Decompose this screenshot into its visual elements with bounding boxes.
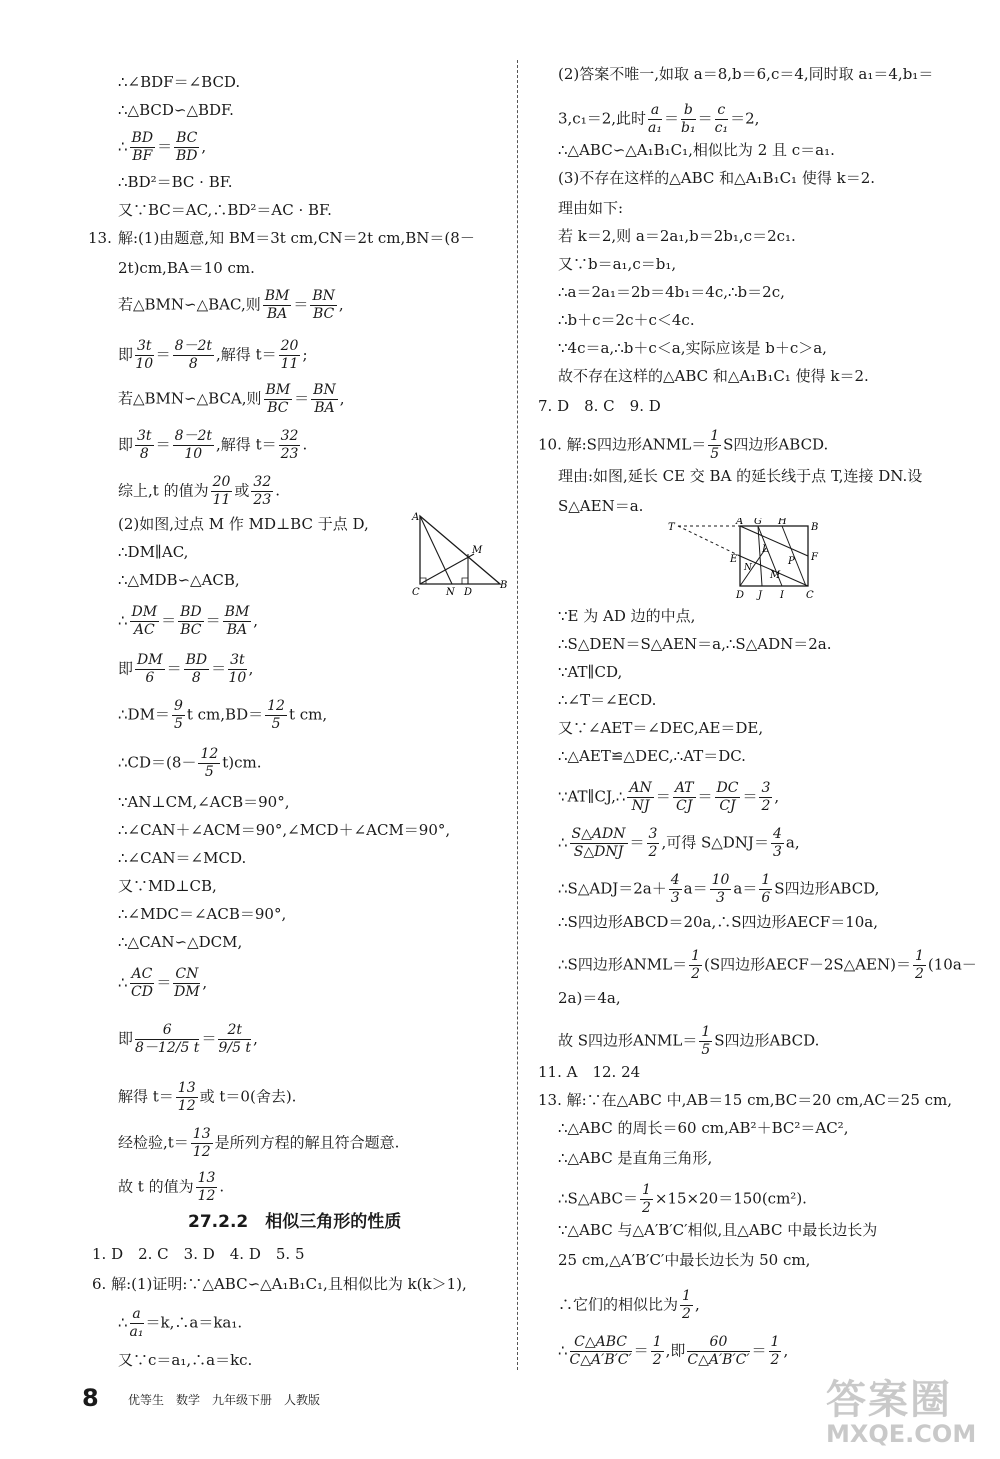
text-line: 2t)cm,BA＝10 cm. [118, 259, 255, 277]
text-line: ∴△ABC∽△A₁B₁C₁,相似比为 2 且 c＝a₁. [558, 141, 835, 159]
text-line: 13. 解:∵在△ABC 中,AB＝15 cm,BC＝20 cm,AC＝25 cm, [538, 1091, 953, 1109]
watermark-url: MXQE.COM [826, 1420, 977, 1448]
text-line: 又∵c＝a₁,∴a＝kc. [118, 1351, 253, 1369]
label-b: B [811, 522, 819, 533]
equation-line: 若△BMN∽△BAC,则 $\frac{BM}{BA}$ ＝ $\frac{BN}{BC}$ , [118, 288, 344, 322]
equation-line: ∴ $\frac{a}{\text{a₁}}$ ＝k,∴a＝ka₁. [118, 1306, 243, 1340]
text-line: 若 k＝2,则 a＝2a₁,b＝2b₁,c＝2c₁. [558, 227, 796, 245]
text-line: ∴∠CAN＋∠ACM＝90°,∠MCD＋∠ACM＝90°, [118, 821, 451, 839]
text-line: ∵AT∥CD, [558, 663, 623, 681]
text-line: ∵E 为 AD 边的中点, [558, 607, 696, 625]
label-n: N [446, 587, 455, 598]
label-g: G [754, 518, 762, 527]
text-line: 6. 解:(1)证明:∵△ABC∽△A₁B₁C₁,且相似比为 k(k＞1), [92, 1275, 467, 1293]
equation-line: 3,c₁＝2,此时 $\frac{a}{\text{a₁}}$ ＝ $\frac{b}{\text{b₁}}$ ＝ $\frac{c}{\text{c₁}}$ ＝2, [558, 102, 760, 136]
equation-line: 若△BMN∽△BCA,则 $\frac{BM}{BC}$ ＝ $\frac{BN}{BA}$ , [118, 382, 345, 416]
label-d: D [736, 590, 745, 600]
text-line: 又∵MD⊥CB, [118, 877, 217, 895]
text-line: ∴∠BDF＝∠BCD. [118, 73, 241, 91]
text-line: 25 cm,△A′B′C′中最长边长为 50 cm, [558, 1251, 811, 1269]
label-j: J [758, 590, 763, 600]
question-number: 13. [88, 229, 112, 247]
text-line: ∴△CAN∽△DCM, [118, 933, 243, 951]
label-m: M [472, 545, 483, 556]
text-line: (2)答案不唯一,如取 a＝8,b＝6,c＝4,同时取 a₁＝4,b₁＝ [558, 65, 934, 83]
text-line: ∴∠T＝∠ECD. [558, 691, 657, 709]
text-line: ∴△MDB∽△ACB, [118, 571, 240, 589]
text-line: 又∵b＝a₁,c＝b₁, [558, 255, 677, 273]
text-line: ∴∠MDC＝∠ACB＝90°, [118, 905, 287, 923]
text-line: ∴BD²＝BC · BF. [118, 173, 233, 191]
text-line: 理由如下: [558, 199, 624, 217]
label-p: P [788, 556, 795, 567]
page-number: 8 [82, 1384, 99, 1412]
book-info: 优等生 数学 九年级下册 人教版 [128, 1393, 321, 1407]
label-a: A [736, 518, 744, 527]
equation-line: ∴S四边形ANML＝ $\frac{1}{2}$ (S四边形AECF－2S△AEN)＝ $\frac{1}{2}$ (10a－ [558, 948, 977, 982]
label-f: F [811, 552, 818, 563]
label-n: N [744, 563, 752, 573]
text-line: 2a)＝4a, [558, 989, 621, 1007]
equation-line: ∴它们的相似比为 $\frac{1}{2}$ , [558, 1288, 700, 1322]
label-e: E [730, 554, 738, 565]
text-line: (2)如图,过点 M 作 MD⊥BC 于点 D, [118, 515, 369, 533]
text-line: ∵AN⊥CM,∠ACB＝90°, [118, 793, 290, 811]
text-line: 7. D 8. C 9. D [538, 397, 661, 415]
text-line: ∴△ABC 的周长＝60 cm,AB²＋BC²＝AC², [558, 1119, 849, 1137]
text-line: ∵△ABC 与△A′B′C′相似,且△ABC 中最长边长为 [558, 1221, 878, 1239]
text-line: 解:(1)由题意,知 BM＝3t cm,CN＝2t cm,BN＝(8－ [118, 229, 475, 247]
text-line: ∴S四边形ABCD＝20a,∴S四边形AECF＝10a, [558, 913, 878, 931]
text-line: 又∵BC＝AC,∴BD²＝AC · BF. [118, 201, 332, 219]
text-line: 又∵∠AET＝∠DEC,AE＝DE, [558, 719, 764, 737]
text-line: 1. D 2. C 3. D 4. D 5. 5 [92, 1245, 305, 1263]
equation-line: ∴S△ADJ＝2a＋ $\frac{4}{3}$ a＝ $\frac{10}{3}$ a＝ $\frac{1}{6}$ S四边形ABCD, [558, 872, 880, 906]
fraction: $\frac{BD}{BF}$ [131, 130, 154, 164]
equation-line: 综上,t 的值为 $\frac{20}{11}$ 或 $\frac{32}{23}$ . [118, 474, 281, 508]
text-line: 理由:如图,延长 CE 交 BA 的延长线于点 T,连接 DN.设 [558, 467, 923, 485]
text-line: ∴b＋c＝2c＋c＜4c. [558, 311, 695, 329]
equation-line: 故 t 的值为 $\frac{13}{12}$ . [118, 1170, 225, 1204]
text-line: ∵4c＝a,∴b＋c＜a,实际应该是 b＋c＞a, [558, 339, 827, 357]
text-line: 11. A 12. 24 [538, 1063, 641, 1081]
watermark-logo: 答案圈 [826, 1377, 952, 1423]
fraction: $\frac{BC}{BD}$ [175, 130, 198, 164]
equation-line: ∴ $\frac{DM}{AC}$ ＝ $\frac{BD}{BC}$ ＝ $\frac{BM}{BA}$ , [118, 604, 259, 638]
label-i: I [780, 590, 784, 600]
text-line: ∴△BCD∽△BDF. [118, 101, 234, 119]
label-a: A [412, 512, 420, 523]
section-title: 27.2.2 相似三角形的性质 [188, 1212, 402, 1232]
equation-line: ∴ $\frac{BD}{BF}$ ＝ $\frac{BC}{BD}$ , [118, 130, 207, 164]
text-line: ∴△AET≌△DEC,∴AT＝DC. [558, 747, 746, 765]
text-line: ∴S△DEN＝S△AEN＝a,∴S△ADN＝2a. [558, 635, 832, 653]
triangle-figure [406, 508, 510, 598]
equation-line: 即 $\frac{3t}{8}$ ＝ $\frac{8-2t}{10}$ ,解得 t＝ $\frac{32}{23}$ . [118, 428, 308, 462]
equation-line: 故 S四边形ANML＝ $\frac{1}{5}$ S四边形ABCD. [558, 1024, 820, 1058]
label-m: M [770, 570, 781, 581]
equation-line: ∴S△ABC＝ $\frac{1}{2}$ ×15×20＝150(cm²). [558, 1182, 807, 1216]
text-line: ∴a＝2a₁＝2b＝4b₁＝4c,∴b＝2c, [558, 283, 785, 301]
equation-line: ∴CD＝(8－ $\frac{12}{5}$ t)cm. [118, 746, 262, 780]
equation-line: ∵AT∥CJ,∴ $\frac{AN}{NJ}$ ＝ $\frac{AT}{CJ}$ ＝ $\frac{DC}{CJ}$ ＝ $\frac{3}{2}$ , [558, 780, 780, 814]
equation-line: 即 $\frac{3t}{10}$ ＝ $\frac{8-2t}{8}$ ,解得 t＝ $\frac{20}{11}$ ; [118, 338, 308, 372]
text-line: 故不存在这样的△ABC 和△A₁B₁C₁ 使得 k＝2. [558, 367, 869, 385]
equation-line: ∴ $\frac{\text{C△ABC}}{C\triangle A'B'C'}$ ＝ $\frac{1}{2}$ ,即 $\frac{60}{C\triangle A'B'C'}$ ＝ $\frac{1}{2}$ , [558, 1334, 789, 1368]
label-b: B [500, 580, 508, 591]
text-line: ∴∠CAN＝∠MCD. [118, 849, 247, 867]
equation-line: ∴ $\frac{\text{S△ADN}}{\text{S△DNJ}}$ ＝ $\frac{3}{2}$ ,可得 S△DNJ＝ $\frac{4}{3}$ a, [558, 826, 800, 860]
equation-line: 解得 t＝ $\frac{13}{12}$ 或 t＝0(舍去). [118, 1080, 297, 1114]
label-l: L [762, 544, 769, 555]
column-divider [517, 60, 518, 1370]
label-c: C [806, 590, 814, 600]
text-line: (3)不存在这样的△ABC 和△A₁B₁C₁ 使得 k＝2. [558, 169, 876, 187]
equation-line: 即 $\frac{6}{8-12/5 t}$ ＝ $\frac{2t}{9/5 t}$ , [118, 1022, 258, 1056]
equation-line: 10. 解:S四边形ANML＝ $\frac{1}{5}$ S四边形ABCD. [538, 428, 829, 462]
text-line: ∴△ABC 是直角三角形, [558, 1149, 713, 1167]
text-line: ∴DM∥AC, [118, 543, 189, 561]
text-line: S△AEN＝a. [558, 497, 644, 515]
label-c: C [412, 587, 420, 598]
rectangle-figure [666, 518, 846, 600]
equation-line: ∴DM＝ $\frac{9}{5}$ t cm,BD＝ $\frac{12}{5}$ t cm, [118, 698, 328, 732]
equation-line: 即 $\frac{DM}{6}$ ＝ $\frac{BD}{8}$ ＝ $\frac{3t}{10}$ , [118, 652, 254, 686]
label-t: T [668, 522, 675, 533]
label-h: H [778, 518, 787, 527]
label-d: D [464, 587, 473, 598]
equation-line: ∴ $\frac{AC}{CD}$ ＝ $\frac{CN}{DM}$ , [118, 966, 208, 1000]
equation-line: 经检验,t＝ $\frac{13}{12}$ 是所列方程的解且符合题意. [118, 1126, 400, 1160]
